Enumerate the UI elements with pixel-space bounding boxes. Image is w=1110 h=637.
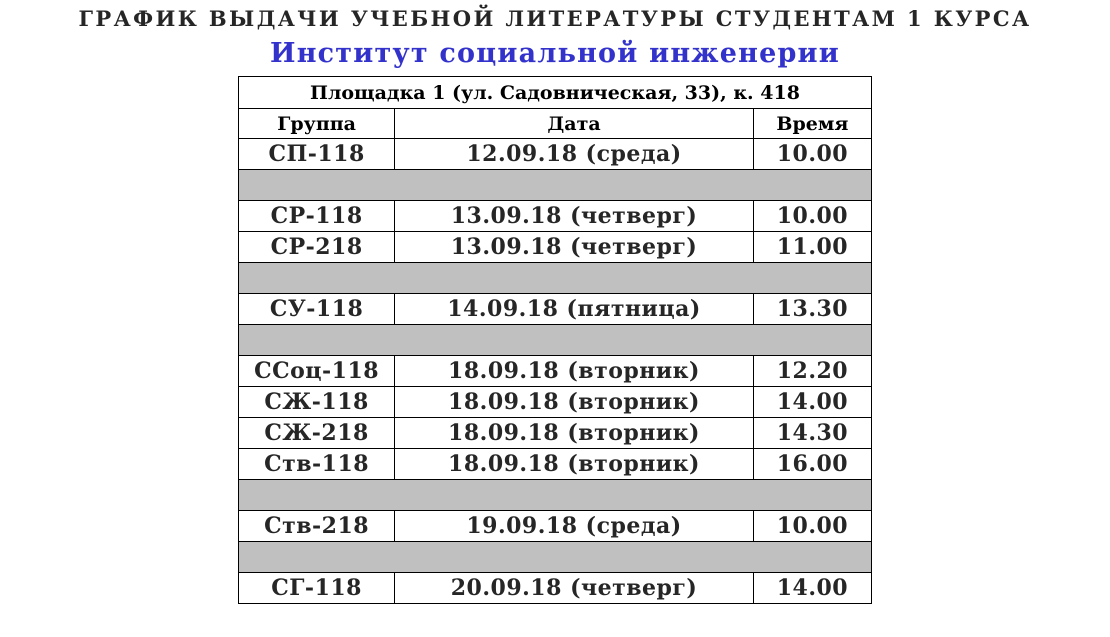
separator-row bbox=[239, 325, 872, 356]
separator-cell bbox=[239, 325, 872, 356]
separator-row bbox=[239, 542, 872, 573]
group-cell: ССоц-118 bbox=[239, 356, 395, 387]
date-cell: 18.09.18 (вторник) bbox=[395, 387, 754, 418]
group-cell: СР-218 bbox=[239, 232, 395, 263]
separator-row bbox=[239, 263, 872, 294]
date-cell: 20.09.18 (четверг) bbox=[395, 573, 754, 604]
table-row bbox=[239, 139, 872, 170]
column-header-date: Дата bbox=[395, 109, 754, 139]
date-cell: 12.09.18 (среда) bbox=[395, 139, 754, 170]
table-row bbox=[239, 387, 872, 418]
time-cell: 10.00 bbox=[753, 511, 871, 542]
group-cell: СГ-118 bbox=[239, 573, 395, 604]
date-cell: 14.09.18 (пятница) bbox=[395, 294, 754, 325]
group-cell: СЖ-218 bbox=[239, 418, 395, 449]
site-location: Площадка 1 (ул. Садовническая, 33), к. 418 bbox=[239, 77, 872, 109]
date-cell: 19.09.18 (среда) bbox=[395, 511, 754, 542]
page-title: ГРАФИК ВЫДАЧИ УЧЕБНОЙ ЛИТЕРАТУРЫ СТУДЕНТАМ 1 КУРСА bbox=[78, 6, 1032, 31]
table-row bbox=[239, 201, 872, 232]
institute-subtitle: Институт социальной инженерии bbox=[270, 38, 840, 69]
table-row bbox=[239, 511, 872, 542]
table-row bbox=[239, 418, 872, 449]
time-cell: 14.00 bbox=[753, 387, 871, 418]
time-cell: 16.00 bbox=[753, 449, 871, 480]
separator-row bbox=[239, 480, 872, 511]
date-cell: 13.09.18 (четверг) bbox=[395, 201, 754, 232]
separator-cell bbox=[239, 542, 872, 573]
separator-cell bbox=[239, 480, 872, 511]
table-row bbox=[239, 294, 872, 325]
time-cell: 14.30 bbox=[753, 418, 871, 449]
column-header-group: Группа bbox=[239, 109, 395, 139]
time-cell: 12.20 bbox=[753, 356, 871, 387]
table-header-row bbox=[239, 109, 872, 139]
table-row bbox=[239, 356, 872, 387]
group-cell: СУ-118 bbox=[239, 294, 395, 325]
time-cell: 10.00 bbox=[753, 201, 871, 232]
time-cell: 13.30 bbox=[753, 294, 871, 325]
separator-row bbox=[239, 170, 872, 201]
date-cell: 13.09.18 (четверг) bbox=[395, 232, 754, 263]
table-row bbox=[239, 232, 872, 263]
table-row bbox=[239, 449, 872, 480]
separator-cell bbox=[239, 170, 872, 201]
date-cell: 18.09.18 (вторник) bbox=[395, 418, 754, 449]
time-cell: 10.00 bbox=[753, 139, 871, 170]
date-cell: 18.09.18 (вторник) bbox=[395, 449, 754, 480]
group-cell: СП-118 bbox=[239, 139, 395, 170]
schedule-table bbox=[238, 76, 872, 604]
time-cell: 11.00 bbox=[753, 232, 871, 263]
group-cell: СР-118 bbox=[239, 201, 395, 232]
table-row bbox=[239, 573, 872, 604]
group-cell: Ств-118 bbox=[239, 449, 395, 480]
date-cell: 18.09.18 (вторник) bbox=[395, 356, 754, 387]
column-header-time: Время bbox=[753, 109, 871, 139]
time-cell: 14.00 bbox=[753, 573, 871, 604]
group-cell: Ств-218 bbox=[239, 511, 395, 542]
separator-cell bbox=[239, 263, 872, 294]
site-row bbox=[239, 77, 872, 109]
group-cell: СЖ-118 bbox=[239, 387, 395, 418]
